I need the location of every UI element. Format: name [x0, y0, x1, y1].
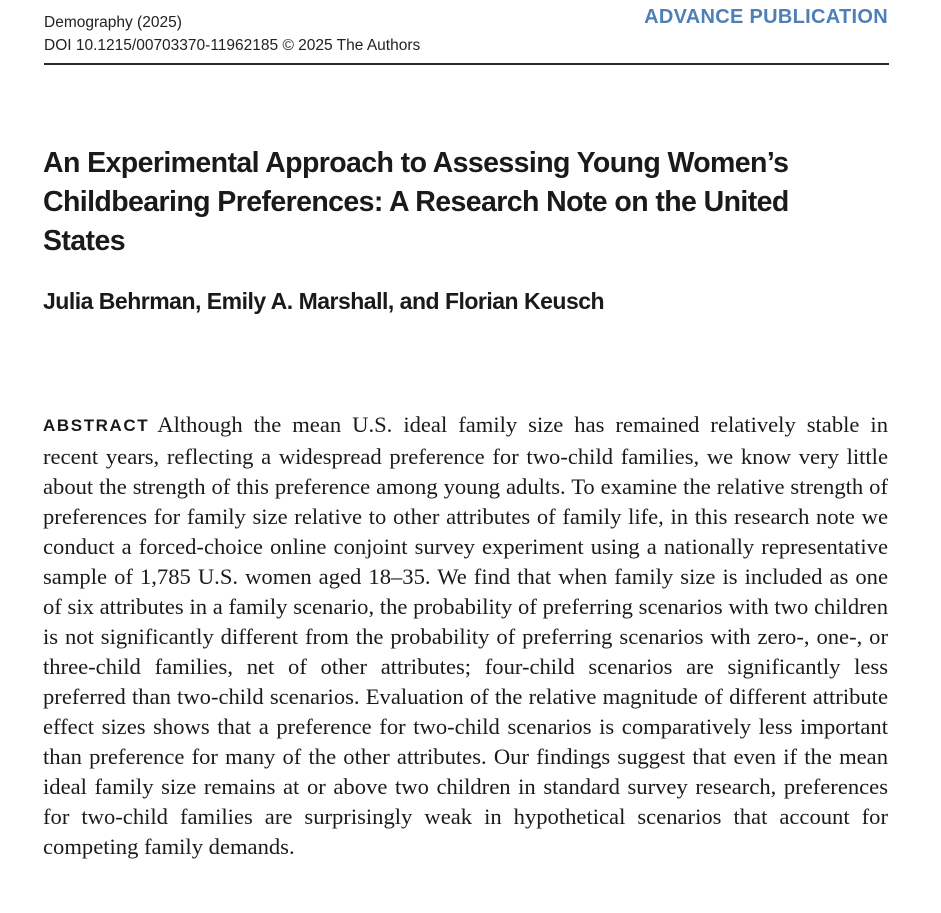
abstract	[43, 410, 888, 862]
header-divider	[44, 63, 889, 65]
publication-status-label: ADVANCE PUBLICATION	[644, 6, 888, 28]
journal-info	[44, 11, 420, 57]
abstract-text: Although the mean U.S. ideal family size has remained relatively stable in recent years, reflecting a widespread preference for two-child families, we know very little about the strength of this preference among young adults. To examine the relative strength of preferences for family size relative to other attributes of family life, in this research note we conduct a forced-choice online conjoint survey experiment using a nationally representative sample of 1,785 U.S. women aged 18–35. We find that when family size is included as one of six attributes in a family scenario, the probability of preferring scenarios with two children is not significantly different from the probability of preferring scenarios with zero-, one-, or three-child families, net of other attributes; four-child scenarios are significantly less preferred than two-child scenarios. Evaluation of the relative magnitude of different attribute effect sizes shows that a preference for two-child scenarios is comparatively less important than preference for many of the other attributes. Our findings suggest that even if the mean ideal family size remains at or above two children in standard survey research, preferences for two-child families are surprisingly weak in hypothetical scenarios that account for competing family demands.	[43, 412, 888, 859]
abstract-label: ABSTRACT	[43, 416, 150, 435]
author-list: Julia Behrman, Emily A. Marshall, and Florian Keusch	[43, 288, 605, 314]
doi-line: DOI 10.1215/00703370-11962185 © 2025 The Authors	[44, 37, 421, 54]
journal-name: Demography (2025)	[44, 14, 182, 31]
article-title: An Experimental Approach to Assessing Young Women’s Childbearing Preferences: A Research Note on the United States	[43, 147, 789, 257]
